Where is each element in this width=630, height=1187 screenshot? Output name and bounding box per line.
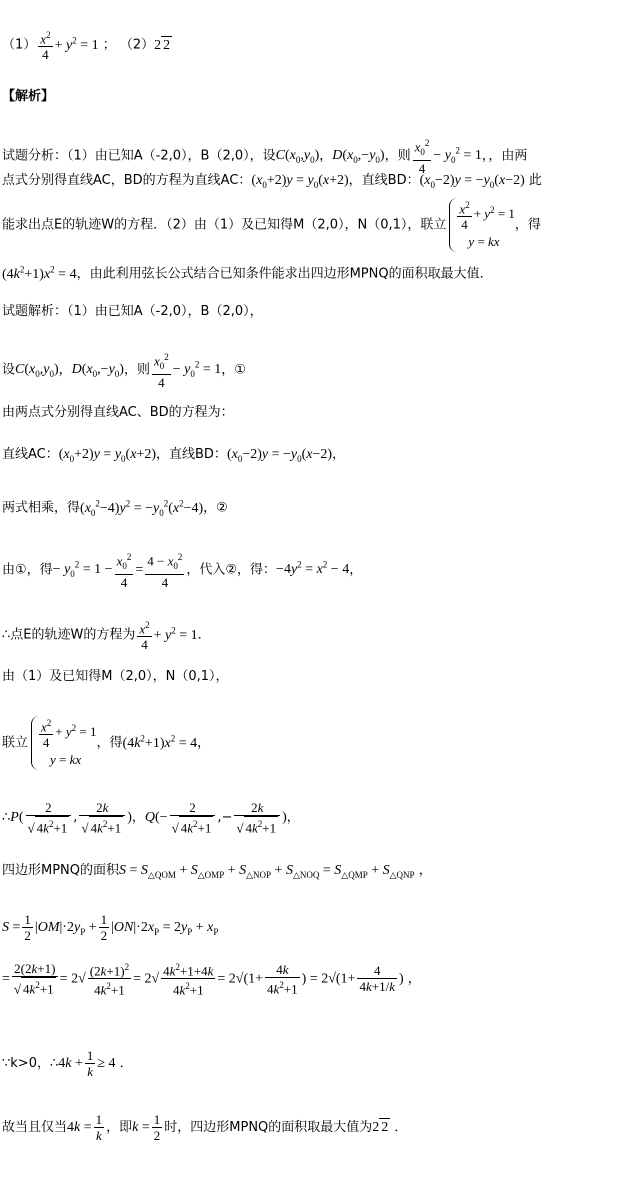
solution-line-15: 故当且仅当4k = $\frac{1}{k}$ ，即k = $\frac{1}{2}$ 时，四边形MPNQ的面积取最大值为2 2 ． [2,1112,408,1143]
solution-line-5: 两式相乘，得$(x_0^2-4)y^2 = -y_0^2(x^2-4)$，② [2,498,228,518]
analysis-line-1: 试题分析：（1）由已知A（-2,0），B（2,0），设$C(x_0,y_0)$，$D(x_0,-y_0)$，则 $\frac{x_0^2}{4}$ − $y_0^2 = 1$，，由两 [2,138,528,176]
analysis-line-3: 能求出点E的轨迹W的方程．（2）由（1）及已知得M（2,0），N（0,1），联立 $\frac{x^2}{4}$ + $y^2 = 1$ y = kx ，得 [2,198,541,252]
analysis-line-2: 点式分别得直线AC，BD的方程为直线AC：$(x_0+2)y = y_0(x+2)$，直线BD：$(x_0-2)y = -y_0(x-2)$ 此 [2,173,542,190]
solution-line-4: 直线AC：$(x_0+2)y = y_0(x+2)$，直线BD：$(x_0-2)y = -y_0(x-2)$， [2,447,346,464]
solution-line-8: 由（1）及已知得M（2,0），N（0,1）， [2,669,229,684]
solution-line-2: 设$C(x_0,y_0)$，$D(x_0,-y_0)$，则 $\frac{x_0^2}{4}$ − $y_0^2 = 1$，① [2,352,246,390]
solution-line-9: 联立 $\frac{x^2}{4}$ + $y^2 = 1$ y = kx ，得$(4k^2+1)x^2 = 4$， [2,716,210,770]
answer-sep: ； [102,37,116,53]
solution-line-7: ∴点E的轨迹W的方程为 $\frac{x^2}{4}$ + $y^2 = 1$． [2,620,211,653]
answer-part2-label: （2） [119,37,155,53]
solution-line-14: ∵k>0，∴4k + $\frac{1}{k}$ ≥ 4 ． [2,1048,133,1079]
answer-line: （1） $\frac{x^2}{4}$ + $y^2 = 1$ ； （2）2 2 [2,30,171,63]
solution-line-1: 试题解析：（1）由已知A（-2,0），B（2,0）， [2,304,263,319]
section-heading: 【解析】 [2,89,55,104]
solution-line-10: ∴P( $\frac{2}{√ 4k^2+1}$ , $\frac{2k}{√ 4k^2+1}$ )，Q(− $\frac{2}{√ 4k^2+1}$ ,− $\frac{2k}{√ 4k^2+1}$ )， [2,800,300,836]
solution-line-3: 由两点式分别得直线AC、BD的方程为： [2,405,234,420]
solution-line-13: = $\frac{2(2k+1)}{√ 4k^2+1}$ = 2√ $\frac{(2k+1)^2}{4k^2+1}$ = 2√ $\frac{4k^2+1+4k}{4k^2+1}$ = 2√(1+ $\frac{4k}{4k^2+1}$ ) = 2√(1+ $\frac{4}{4k+1/k}$ ) ， [2,961,421,998]
analysis-line-4: $(4k^2+1)x^2 = 4$，由此利用弦长公式结合已知条件能求出四边形MPNQ的面积取最大值． [2,264,493,282]
solution-line-12: S = $\frac{1}{2}$ $|OM|\cdot 2y_P$ + $\frac{1}{2}$ $|ON|\cdot 2x_P = 2y_P + x_P$ [2,912,219,943]
solution-line-11: 四边形MPNQ的面积$S = S_{\triangle QOM} + S_{\triangle OMP} + S_{\triangle NOP} + S_{\triangle NOQ} = S_{\triangle QMP} + S_{\triangle QNP}$ ， [2,863,432,880]
answer-part1-label: （1） [2,37,37,53]
solution-line-6: 由①，得− $y_0^2 = 1$ − $\frac{x_0^2}{4}$ = $\frac{4 - x_0^2}{4}$ ，代入②，得：$-4y^2 = x^2 - 4$， [2,552,363,590]
